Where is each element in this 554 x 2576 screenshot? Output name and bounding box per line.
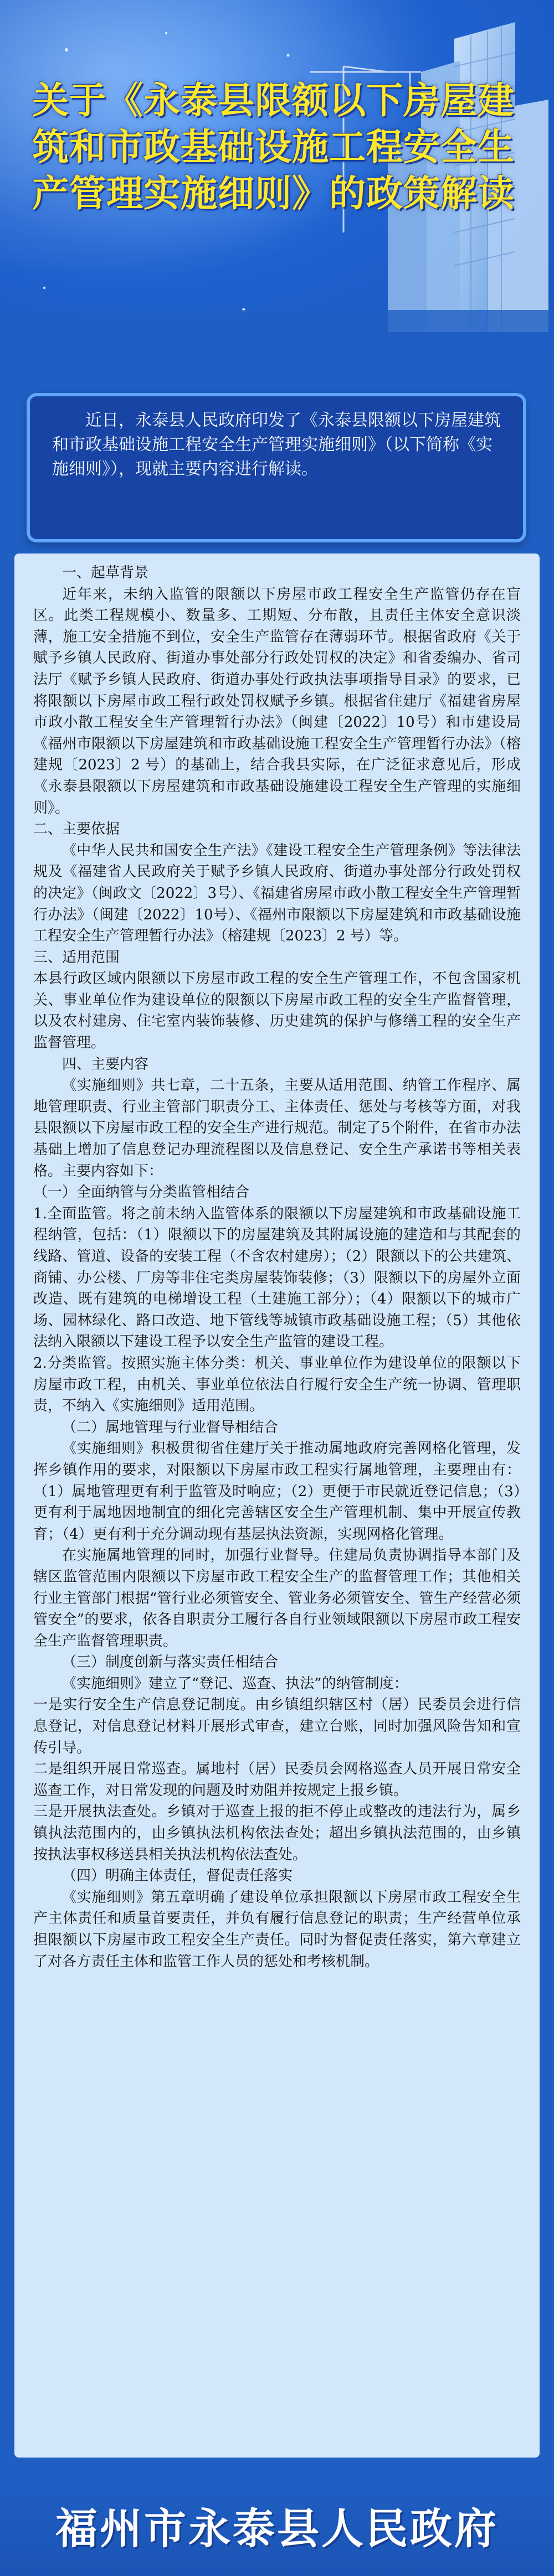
- paragraph-system-intro: 《实施细则》建立了“登记、巡查、执法”的纳管制度：: [62, 1675, 408, 1692]
- paragraph-main-responsibility: 《实施细则》第五章明确了建设单位承担限额以下房屋市政工程安全生产主体责任和质量首要责任，并负有履行信息登记的职责；生产经营单位承担限额以下房屋市政工程安全生产责任。同时为督促责任落实，第六章建立了对各方责任主体和监管工作人员的惩处和考核机制。: [33, 1889, 521, 1970]
- subheading-system-innovation: （三）制度创新与落实责任相结合: [62, 1654, 279, 1671]
- paragraph-enforcement: 三是开展执法查处。乡镇对于巡查上报的拒不停止或整改的违法行为，属乡镇执法范围内的，由乡镇执法机构依法查处；超出乡镇执法范围的，由乡镇按执法事权移送县相关执法机构依法查处。: [33, 1803, 521, 1863]
- article-body: [14, 554, 540, 2458]
- page-title: 关于《永泰县限额以下房屋建筑和市政基础设施工程安全生产管理实施细则》的政策解读: [32, 79, 515, 215]
- subheading-full-supervision: （一）全面纳管与分类监管相结合: [33, 1184, 250, 1201]
- paragraph-background: 近年来，未纳入监管的限额以下房屋市政工程安全生产监管仍存在盲区。此类工程规模小、数量多、工期短、分布散，且责任主体安全意识淡薄，施工安全措施不到位，安全生产监管存在薄弱环节。根据省政府《关于赋予乡镇人民政府、街道办事处部分行政处罚权的决定》和省委编办、省司法厅《赋予乡镇人民政府、街道办事处行政执法事项指导目录》的要求，已将限额以下房屋市政工程行政处罚权赋予乡镇。根据省住建厅《福建省房屋市政小散工程安全生产管理暂行办法》（闽建〔2022〕10号）和市建设局《福州市限额以下房屋建筑和市政基础设施工程安全生产管理暂行办法》（榕建规〔2023〕2 号）的基础上，结合我县实际，在广泛征求意见后，形成《永泰县限额以下房屋建筑和市政基础设施建设工程安全生产管理的实施细则》。: [33, 586, 521, 816]
- subheading-main-responsibility: （四）明确主体责任，督促责任落实: [62, 1868, 293, 1885]
- section-heading-scope: 三、适用范围: [33, 949, 120, 966]
- footer: [0, 2473, 554, 2576]
- paragraph-full-supervision: 1.全面监管。将之前未纳入监管体系的限额以下房屋建筑和市政基础设施工程纳管，包括：（1）限额以下的房屋建筑及其附属设施的建造和与其配套的线路、管道、设备的安装工程（不含农村建房）；（2）限额以下的公共建筑、商铺、办公楼、厂房等非住宅类房屋装饰装修；（3）限额以下的房屋外立面改造、既有建筑的电梯增设工程（土建施工部分）；（4）限额以下的城市广场、园林绿化、路口改造、地下管线等城镇市政基础设施工程；（5）其他依法纳入限额以下建设工程予以安全生产监管的建设工程。: [33, 1205, 521, 1351]
- intro-section: [0, 354, 554, 554]
- paragraph-classified-supervision: 2.分类监管。按照实施主体分类：机关、事业单位作为建设单位的限额以下房屋市政工程，由机关、事业单位依法自行履行安全生产统一协调、管理职责，不纳入《实施细则》适用范围。: [33, 1354, 521, 1415]
- paragraph-inspection: 二是组织开展日常巡查。属地村（居）民委员会网格巡查人员开展日常安全巡查工作，对日常发现的问题及时劝阻并按规定上报乡镇。: [33, 1761, 521, 1799]
- paragraph-territorial-management: 《实施细则》积极贯彻省住建厅关于推动属地政府完善网格化管理，发挥乡镇作用的要求，对限额以下房屋市政工程实行属地管理，主要理由有：（1）属地管理更有利于监管及时响应；（2）更便于市民就近登记信息；（3）更有利于属地因地制宜的细化完善辖区安全生产管理机制、集中开展宣传教育；（4）更有利于充分调动现有基层执法资源，实现网格化管理。: [33, 1440, 521, 1543]
- paragraph-basis: 《中华人民共和国安全生产法》《建设工程安全生产管理条例》等法律法规及《福建省人民政府关于赋予乡镇人民政府、街道办事处部分行政处罚权的决定》（闽政文〔2022〕3号）、《福建省房屋市政小散工程安全生产管理暂行办法》（闽建〔2022〕10号）、《福州市限额以下房屋建筑和市政基础设施工程安全生产管理暂行办法》（榕建规〔2023〕2 号）等。: [33, 842, 521, 945]
- paragraph-scope: 本县行政区域内限额以下房屋市政工程的安全生产管理工作，不包含国家机关、事业单位作为建设单位的限额以下房屋市政工程的安全生产监督管理，以及农村建房、住宅室内装饰装修、历史建筑的保护与修缮工程的安全生产监督管理。: [33, 970, 521, 1052]
- intro-box: [27, 393, 526, 542]
- paragraph-industry-guidance: 在实施属地管理的同时，加强行业督导。住建局负责协调指导本部门及辖区监管范围内限额以下房屋市政工程安全生产的监督管理工作；其他相关行业主管部门根据“管行业必须管安全、管业务必须管安全、管生产经营必须管安全”的要求，依各自职责分工履行各自行业领域限额以下房屋市政工程安全生产监督管理职责。: [33, 1547, 521, 1649]
- paragraph-registration: 一是实行安全生产信息登记制度。由乡镇组织辖区村（居）民委员会进行信息登记，对信息登记材料开展形式审查，建立台账，同时加强风险告知和宣传引导。: [33, 1696, 521, 1756]
- intro-text: 近日，永泰县人民政府印发了《永泰县限额以下房屋建筑和市政基础设施工程安全生产管理实施细则》（以下简称《实施细则》），现就主要内容进行解读。: [52, 411, 501, 479]
- paragraph-content-overview: 《实施细则》共七章，二十五条，主要从适用范围、纳管工作程序、属地管理职责、行业主管部门职责分工、主体责任、惩处与考核等方面，对我县限额以下房屋市政工程的安全生产进行规范。制定了5个附件，在省市办法基础上增加了信息登记办理流程图以及信息登记、安全生产承诺书等相关表格。主要内容如下：: [33, 1077, 521, 1180]
- footer-publisher: 福州市永泰县人民政府: [55, 2504, 499, 2553]
- section-heading-content: 四、主要内容: [62, 1056, 149, 1073]
- subheading-territorial-management: （二）属地管理与行业督导相结合: [62, 1419, 279, 1436]
- section-heading-background: 一、起草背景: [62, 565, 149, 581]
- section-heading-basis: 二、主要依据: [33, 821, 120, 838]
- hero-banner: [0, 0, 554, 354]
- article-text: [33, 562, 521, 1972]
